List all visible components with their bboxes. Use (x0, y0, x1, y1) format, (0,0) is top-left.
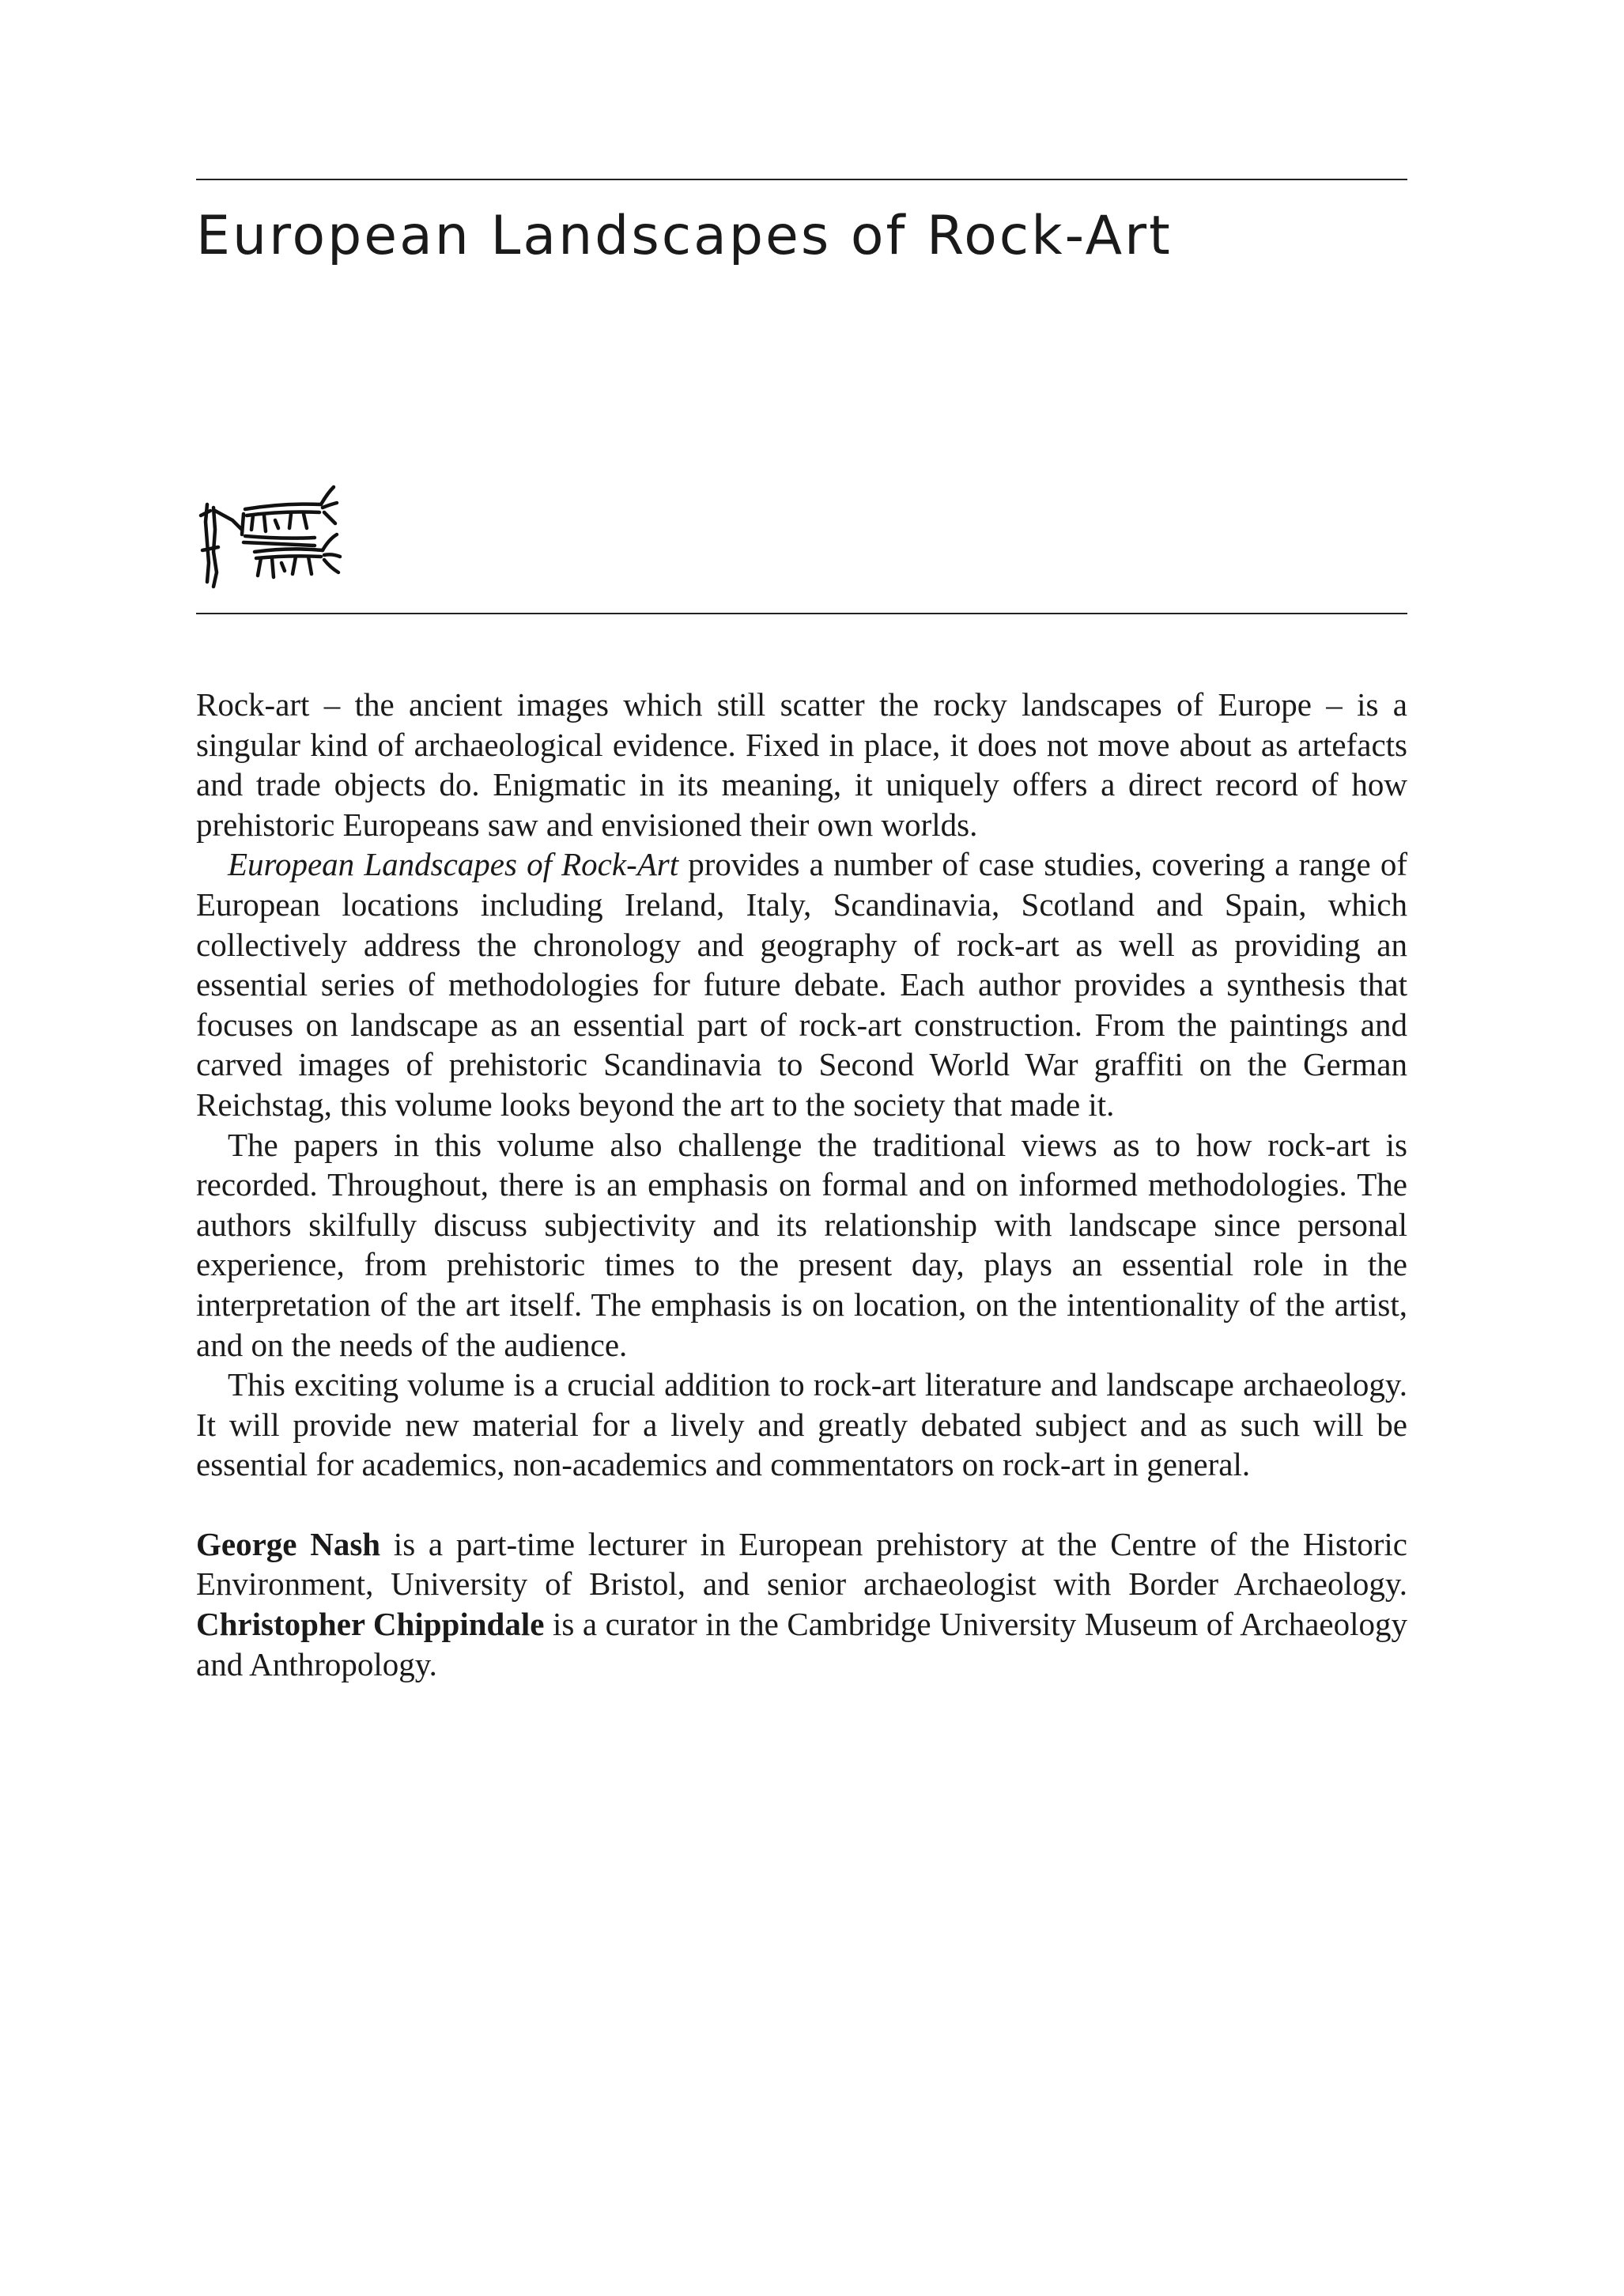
rock-art-chariot-icon (196, 481, 351, 591)
blurb-paragraph-2-text: provides a number of case studies, covering a range of European locations including Ireland, Italy, Scandinavia, Scotland and Spain, which collectively address the chronology and geography of rock-art as well as providing an essential series of methodologies for future debate. Each author provides a synthesis that focuses on landscape as an essential part of rock-art construction. From the paintings and carved images of prehistoric Scandinavia to Second World War graffiti on the German Reichstag, this volume looks beyond the art to the society that made it. (196, 846, 1407, 1123)
author-bios (196, 1524, 1407, 1684)
blurb-text (196, 685, 1407, 1684)
book-title: European Landscapes of Rock-Art (196, 205, 1173, 267)
blurb-paragraph-2 (196, 844, 1407, 1124)
top-rule (196, 179, 1407, 180)
blurb-paragraph-3: The papers in this volume also challenge the traditional views as to how rock-art is recorded. Throughout, there is an emphasis on formal and on informed methodologies. The authors skilfully discuss subjectivity and its relationship with landscape since personal experience, from prehistoric times to the present day, plays an essential role in the interpretation of the art itself. The emphasis is on location, on the intentionality of the artist, and on the needs of the audience. (196, 1126, 1407, 1363)
blurb-paragraph-4: This exciting volume is a crucial addition to rock-art literature and landscape archaeology. It will provide new material for a lively and greatly debated subject and as such will be essential for academics, non-academics and commentators on rock-art in general. (196, 1366, 1407, 1483)
book-title-italic: European Landscapes of Rock-Art (228, 846, 679, 883)
author-name-2: Christopher Chippindale (196, 1606, 545, 1643)
author-bio-1: is a part-time lecturer in European prehistory at the Centre of the Historic Environment, University of Bristol, and senior archaeologist with Border Archaeology. (196, 1525, 1407, 1603)
blurb-paragraph-1: Rock-art – the ancient images which still scatter the rocky landscapes of Europe – is a singular kind of archaeological evidence. Fixed in place, it does not move about as artefacts and trade objects do. Enigmatic in its meaning, it uniquely offers a direct record of how prehistoric Europeans saw and envisioned their own worlds. (196, 686, 1407, 843)
bottom-rule (196, 613, 1407, 614)
author-name-1: George Nash (196, 1525, 381, 1562)
author-bio-2: is a curator in the Cambridge University Museum of Archaeology and Anthropology. (196, 1606, 1407, 1682)
